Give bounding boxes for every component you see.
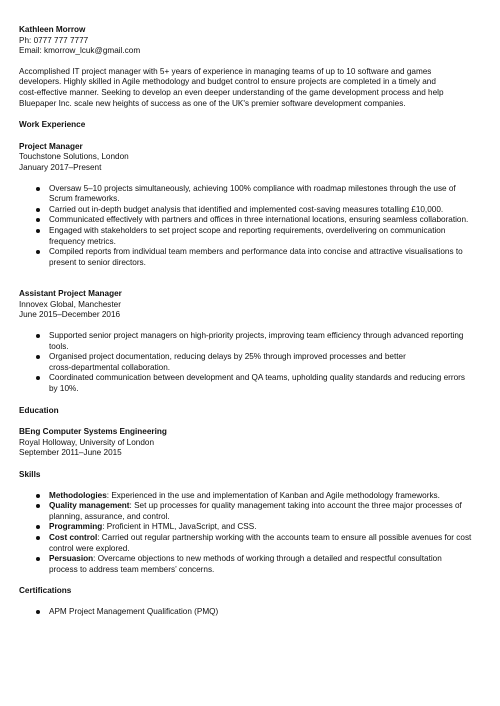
education-heading: Education — [19, 405, 59, 415]
skill-text: : Set up processes for quality management taking into account the three major processes of — [129, 501, 462, 511]
candidate-name: Kathleen Morrow — [19, 25, 86, 34]
skill-label: Methodologies — [49, 490, 107, 500]
bullet-line — [49, 491, 480, 502]
bullet-line: Coordinated communication between development and QA teams, upholding quality standards and reducing errors — [49, 373, 465, 383]
bullet-line: Communicated effectively with partners and offices in three international locations, ensuring seamless collaboration. — [49, 215, 469, 225]
bullet-line: control were explored. — [49, 543, 130, 553]
bullet-line: tools. — [49, 341, 69, 351]
bullet-line: frequency metrics. — [49, 236, 116, 246]
certification-name: APM Project Management Qualification (PMQ) — [49, 606, 219, 616]
bullet-line: by 10%. — [49, 384, 79, 394]
summary-line: Bluepaper Inc. scale new heights of success as one of the UK's premier software development companies. — [19, 98, 406, 108]
education-dates: September 2011–June 2015 — [19, 448, 122, 458]
list-item — [19, 607, 480, 618]
list-item — [19, 533, 480, 554]
bullet-line: Organised project documentation, reducing delays by 25% through improved processes and better — [49, 352, 406, 362]
summary-line: Accomplished IT project manager with 5+ years of experience in managing teams of up to 10 software and games — [19, 66, 432, 76]
list-item — [19, 373, 480, 394]
job-bullets — [19, 331, 480, 395]
list-item — [19, 522, 480, 533]
list-item — [19, 247, 480, 268]
skills-heading: Skills — [19, 470, 41, 479]
bullet-line — [49, 522, 480, 533]
certifications-heading: Certifications — [19, 586, 72, 596]
skill-label: Persuasion — [49, 554, 94, 564]
skills-list — [19, 491, 480, 576]
degree-title: BEng Computer Systems Engineering — [19, 427, 167, 437]
skill-text: : Overcame objections to new methods of working through a detailed and respectful consultation — [93, 554, 442, 564]
bullet-line: Engaged with stakeholders to set project scope and reporting requirements, overdelivering on communication — [49, 225, 446, 235]
bullet-line: Oversaw 5–10 projects simultaneously, achieving 100% compliance with roadmap milestones through the use of — [49, 183, 456, 193]
professional-summary — [19, 67, 480, 109]
skill-label: Cost control — [49, 532, 98, 542]
skill-label: Quality management — [49, 501, 130, 511]
job-title: Assistant Project Manager — [19, 289, 122, 299]
list-item — [19, 554, 480, 575]
email-address: Email: kmorrow_lcuk@gmail.com — [19, 46, 141, 56]
list-item — [19, 205, 480, 216]
bullet-line: Scrum frameworks. — [49, 194, 120, 204]
job-dates: June 2015–December 2016 — [19, 310, 121, 320]
skill-label: Programming — [49, 522, 103, 532]
bullet-line — [49, 554, 480, 565]
work-experience-heading: Work Experience — [19, 120, 86, 130]
summary-line: developers. Highly skilled in Agile methodology and budget control to ensure projects are completed in a timely and — [19, 77, 436, 87]
bullet-line: process to address team members’ concerns. — [49, 564, 215, 574]
job-company: Touchstone Solutions, London — [19, 152, 129, 162]
summary-line: cost-effective manner. Seeking to develop an even deeper understanding of the game development process and help — [19, 87, 444, 97]
phone-number: Ph: 0777 777 7777 — [19, 35, 89, 45]
bullet-line: cross-departmental collaboration. — [49, 362, 171, 372]
list-item — [19, 501, 480, 522]
bullet-line: present to senior directors. — [49, 257, 146, 267]
job-dates: January 2017–Present — [19, 162, 102, 172]
list-item — [19, 331, 480, 352]
list-item — [19, 226, 480, 247]
list-item — [19, 352, 480, 373]
school-name: Royal Holloway, University of London — [19, 437, 155, 447]
job-title: Project Manager — [19, 141, 83, 151]
list-item — [19, 184, 480, 205]
skill-text: : Carried out regular partnership working with the accounts team to ensure all possible avenues for cost — [97, 532, 472, 542]
list-item — [19, 215, 480, 226]
list-item — [19, 491, 480, 502]
skill-text: : Proficient in HTML, JavaScript, and CSS. — [102, 522, 257, 532]
certifications-list — [19, 607, 480, 618]
job-assistant-project-manager — [19, 289, 480, 394]
skill-text: : Experienced in the use and implementation of Kanban and Agile methodology frameworks. — [106, 490, 440, 500]
bullet-line: Supported senior project managers on high-priority projects, improving team efficiency through advanced reporting — [49, 331, 464, 341]
education-entry — [19, 427, 480, 459]
bullet-line: planning, assurance, and control. — [49, 511, 170, 521]
bullet-line: Carried out in-depth budget analysis that identified and implemented cost-saving measures totalling £10,000. — [49, 204, 444, 214]
bullet-line — [49, 533, 480, 544]
job-bullets — [19, 184, 480, 269]
job-company: Innovex Global, Manchester — [19, 299, 121, 309]
bullet-line: Compiled reports from individual team members and performance data into concise and attractive visualisations to — [49, 247, 463, 257]
header — [19, 25, 480, 57]
job-project-manager — [19, 142, 480, 269]
bullet-line — [49, 501, 480, 512]
